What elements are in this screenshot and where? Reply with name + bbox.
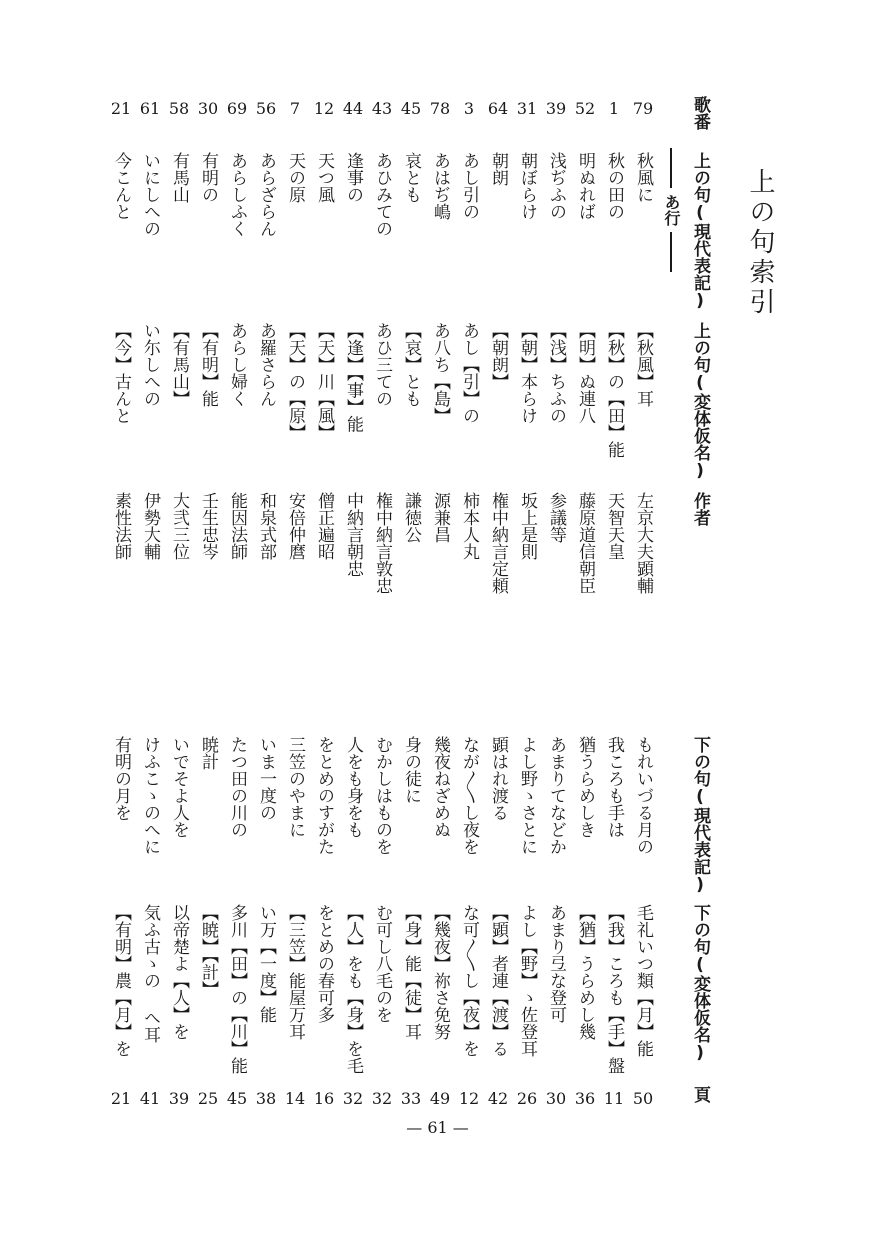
song-number: 1 [608, 99, 620, 118]
section-rule-top [670, 148, 672, 188]
index-row [369, 96, 395, 1116]
page-title: 上の句索引 [745, 168, 775, 318]
first-line-hentai: 【秋風】耳 [633, 322, 653, 407]
first-line-hentai: あ八ち【島】 [430, 322, 450, 424]
last-line-modern: 顕はれ渡る [488, 736, 508, 821]
first-line-modern: 天つ風 [314, 152, 334, 203]
last-line-modern: いでそよ人を [169, 736, 189, 838]
first-line-modern: あひみての [372, 152, 392, 237]
song-number: 30 [197, 99, 219, 118]
last-line-hentai: 気ふ古ゝの へ耳 [140, 904, 160, 1043]
last-line-hentai: な可〳〵し【夜】を [459, 904, 479, 1057]
first-line-hentai: あひ三ての [372, 322, 392, 407]
header-number: 歌番 [690, 96, 710, 130]
last-line-hentai: あまり弖な登可 [546, 904, 566, 1023]
last-line-hentai: よし【野】ゝ佐登耳 [517, 904, 537, 1057]
last-line-hentai: 【人】をも【身】を毛 [343, 904, 363, 1074]
first-line-hentai: 【朝】本らけ [517, 322, 537, 424]
author-name: 壬生忠岑 [198, 492, 218, 560]
page-ref: 36 [574, 1089, 596, 1108]
last-line-hentai: 多川【田】の【川】能 [227, 904, 247, 1074]
first-line-hentai: 【逢】【事】能 [343, 322, 363, 433]
index-row [456, 96, 482, 1116]
page-ref: 39 [168, 1089, 190, 1108]
author-name: 天智天皇 [604, 492, 624, 560]
index-row [630, 96, 656, 1116]
author-name: 藤原道信朝臣 [575, 492, 595, 594]
last-line-modern: 暁計 [198, 736, 218, 770]
page-ref: 32 [371, 1089, 393, 1108]
first-line-modern: 秋の田の [604, 152, 624, 220]
author-name: 参議等 [546, 492, 566, 543]
last-line-modern: あまりてなどか [546, 736, 566, 855]
first-line-modern: 哀とも [401, 152, 421, 203]
first-line-modern: 浅ぢふの [546, 152, 566, 220]
page-ref: 49 [429, 1089, 451, 1108]
song-number: 21 [110, 99, 132, 118]
section-marker [659, 148, 683, 272]
index-row [108, 96, 134, 1116]
index-row [166, 96, 192, 1116]
index-row [543, 96, 569, 1116]
song-number: 58 [168, 99, 190, 118]
last-line-modern: けふこゝのへに [140, 736, 160, 855]
author-name: 謙徳公 [401, 492, 421, 543]
song-number: 39 [545, 99, 567, 118]
song-number: 52 [574, 99, 596, 118]
index-row [572, 96, 598, 1116]
first-line-hentai: 【浅】ちふの [546, 322, 566, 424]
author-name: 安倍仲麿 [285, 492, 305, 560]
header-first-modern: 上の句(現代表記) [690, 152, 710, 311]
first-line-hentai: あし【引】の [459, 322, 479, 424]
author-name: 伊勢大輔 [140, 492, 160, 560]
song-number: 44 [342, 99, 364, 118]
first-line-modern: 有明の [198, 152, 218, 203]
index-row [253, 96, 279, 1116]
section-label: あ行 [662, 194, 681, 226]
section-rule-bottom [670, 232, 672, 272]
page-ref: 38 [255, 1089, 277, 1108]
last-line-modern: 猶うらめしき [575, 736, 595, 838]
song-number: 7 [289, 99, 301, 118]
last-line-hentai: をとめの春可多 [314, 904, 334, 1023]
first-line-hentai: 【天】の【原】 [285, 322, 305, 441]
song-number: 3 [463, 99, 475, 118]
first-line-modern: 今こんと [111, 152, 131, 220]
page-ref: 33 [400, 1089, 422, 1108]
index-row [311, 96, 337, 1116]
first-line-modern: あらざらん [256, 152, 276, 237]
last-line-hentai: 【三笠】能屋万耳 [285, 904, 305, 1040]
last-line-hentai: む可し八毛のを [372, 904, 392, 1023]
header-last-modern: 下の句(現代表記) [690, 736, 710, 895]
song-number: 31 [516, 99, 538, 118]
first-line-hentai: い尓しへの [140, 322, 160, 407]
index-row [514, 96, 540, 1116]
last-line-modern: 人をも身をも [343, 736, 363, 838]
index-row [224, 96, 250, 1116]
first-line-hentai: 【有明】能 [198, 322, 218, 407]
first-line-hentai: 【天】川【風】 [314, 322, 334, 441]
last-line-hentai: 毛礼いつ類【月】能 [633, 904, 653, 1057]
page-ref: 11 [603, 1089, 625, 1108]
first-line-hentai: 【明】ぬ連八 [575, 322, 595, 424]
last-line-hentai: 【身】能【徒】耳 [401, 904, 421, 1040]
author-name: 和泉式部 [256, 492, 276, 560]
author-name: 源兼昌 [430, 492, 450, 543]
author-name: 坂上是則 [517, 492, 537, 560]
last-line-modern: をとめのすがた [314, 736, 334, 855]
last-line-modern: 我ころも手は [604, 736, 624, 838]
song-number: 79 [632, 99, 654, 118]
index-row [340, 96, 366, 1116]
page-ref: 45 [226, 1089, 248, 1108]
author-name: 中納言朝忠 [343, 492, 363, 577]
last-line-hentai: 【猶】うらめし幾 [575, 904, 595, 1040]
page-ref: 41 [139, 1089, 161, 1108]
song-number: 12 [313, 99, 335, 118]
index-row [137, 96, 163, 1116]
last-line-modern: たつ田の川の [227, 736, 247, 838]
first-line-modern: 逢事の [343, 152, 363, 203]
last-line-modern: よし野ゝさとに [517, 736, 537, 855]
first-line-hentai: 【朝朗】 [488, 322, 508, 390]
first-line-modern: 有馬山 [169, 152, 189, 203]
page-ref: 26 [516, 1089, 538, 1108]
index-row [398, 96, 424, 1116]
last-line-modern: 有明の月を [111, 736, 131, 821]
index-row [282, 96, 308, 1116]
song-number: 45 [400, 99, 422, 118]
last-line-modern: 身の徒に [401, 736, 421, 804]
author-name: 権中納言敦忠 [372, 492, 392, 594]
last-line-hentai: 【暁】【計】 [198, 904, 218, 998]
header-first-hentai: 上の句(変体仮名) [690, 322, 710, 481]
first-line-modern: 秋風に [633, 152, 653, 203]
last-line-modern: いま一度の [256, 736, 276, 821]
author-name: 大弐三位 [169, 492, 189, 560]
page-ref: 16 [313, 1089, 335, 1108]
song-number: 64 [487, 99, 509, 118]
last-line-hentai: 【我】ころも【手】盤 [604, 904, 624, 1074]
last-line-hentai: 以帝楚よ【人】を [169, 904, 189, 1040]
index-row [427, 96, 453, 1116]
first-line-hentai: 【哀】とも [401, 322, 421, 407]
page-ref: 32 [342, 1089, 364, 1108]
page-ref: 42 [487, 1089, 509, 1108]
author-name: 権中納言定頼 [488, 492, 508, 594]
last-line-modern: 幾夜ねざめぬ [430, 736, 450, 838]
last-line-modern: むかしはものを [372, 736, 392, 855]
last-line-modern: 三笠のやまに [285, 736, 305, 838]
song-number: 61 [139, 99, 161, 118]
index-row [601, 96, 627, 1116]
page-ref: 25 [197, 1089, 219, 1108]
first-line-modern: あはぢ嶋 [430, 152, 450, 220]
last-line-modern: なが〳〵し夜を [459, 736, 479, 855]
author-name: 能因法師 [227, 492, 247, 560]
index-row [195, 96, 221, 1116]
page-ref: 12 [458, 1089, 480, 1108]
last-line-modern: もれいづる月の [633, 736, 653, 855]
first-line-modern: 朝朗 [488, 152, 508, 186]
header-last-hentai: 下の句(変体仮名) [690, 904, 710, 1063]
last-line-hentai: 【顕】者連【渡】る [488, 904, 508, 1057]
author-name: 僧正遍昭 [314, 492, 334, 560]
last-line-hentai: 【幾夜】祢さ免努 [430, 904, 450, 1040]
first-line-hentai: 【今】古んと [111, 322, 131, 424]
last-line-hentai: 【有明】農【月】を [111, 904, 131, 1057]
first-line-modern: 明ぬれば [575, 152, 595, 220]
page-ref: 50 [632, 1089, 654, 1108]
page-number: — 61 — [406, 1118, 469, 1137]
page-ref: 30 [545, 1089, 567, 1108]
song-number: 56 [255, 99, 277, 118]
first-line-modern: あし引の [459, 152, 479, 220]
last-line-hentai: い万【一度】能 [256, 904, 276, 1023]
first-line-modern: いにしへの [140, 152, 160, 237]
header-page: 頁 [690, 1086, 710, 1103]
song-number: 69 [226, 99, 248, 118]
author-name: 柿本人丸 [459, 492, 479, 560]
page-ref: 21 [110, 1089, 132, 1108]
first-line-hentai: あらし婦く [227, 322, 247, 407]
song-number: 78 [429, 99, 451, 118]
first-line-hentai: 【秋】の【田】能 [604, 322, 624, 458]
author-name: 素性法師 [111, 492, 131, 560]
song-number: 43 [371, 99, 393, 118]
first-line-hentai: あ羅さらん [256, 322, 276, 407]
index-row [485, 96, 511, 1116]
first-line-modern: 天の原 [285, 152, 305, 203]
header-author: 作者 [690, 492, 710, 526]
author-name: 左京大夫顕輔 [633, 492, 653, 594]
first-line-modern: 朝ぼらけ [517, 152, 537, 220]
first-line-hentai: 【有馬山】 [169, 322, 189, 407]
page-ref: 14 [284, 1089, 306, 1108]
first-line-modern: あらしふく [227, 152, 247, 237]
